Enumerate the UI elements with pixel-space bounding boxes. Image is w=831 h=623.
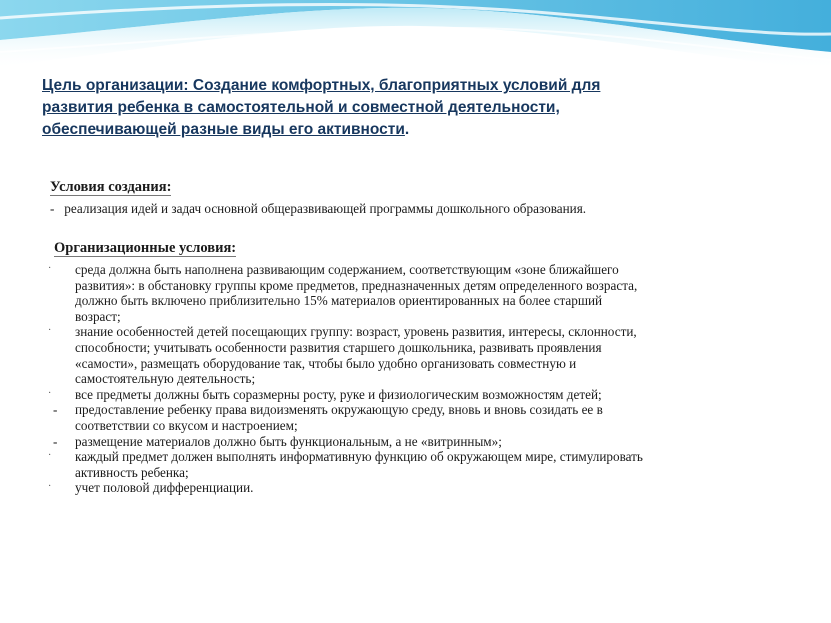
slide-title bbox=[42, 75, 762, 141]
list-item: - предоставление ребенку права видоизменять окружающую среду, вновь и вновь созидать ее в соответствии со вкусом и настроением; bbox=[53, 402, 603, 433]
list-item: · все предметы должны быть соразмерны росту, руке и физиологическим возможностям детей; bbox=[48, 386, 602, 402]
list-item: - размещение материалов должно быть функциональным, а не «витринным»; bbox=[53, 433, 502, 449]
org-conditions-list bbox=[42, 262, 782, 496]
dash-marker: - bbox=[53, 402, 58, 418]
title-line-1: Цель организации: Создание комфортных, благоприятных условий для bbox=[42, 77, 601, 94]
bullet-marker: · bbox=[48, 481, 52, 493]
bullet-marker: · bbox=[48, 387, 52, 399]
conditions-marker: - bbox=[50, 201, 55, 216]
header-wave-decoration bbox=[0, 0, 831, 80]
dash-marker: - bbox=[53, 433, 58, 449]
title-line-2: развития ребенка в самостоятельной и совместной деятельности, bbox=[42, 99, 560, 116]
list-item: · каждый предмет должен выполнять информативную функцию об окружающем мире, стимулировать активность ребенка; bbox=[48, 449, 643, 480]
title-end-punct: . bbox=[404, 121, 410, 138]
title-line-3: обеспечивающей разные виды его активности bbox=[42, 121, 405, 138]
bullet-marker: · bbox=[48, 325, 52, 337]
org-conditions-heading: Организационные условия: bbox=[54, 240, 237, 256]
list-item: · среда должна быть наполнена развивающим содержанием, соответствующим «зоне ближайшего развития»: в обстановку группы кроме предметов, предназначенных детям определенного возраста, должно быть включено приблизительно 15% материалов ориентированных на более старший возраст; bbox=[48, 262, 638, 324]
conditions-text: реализация идей и задач основной общеразвивающей программы дошкольного образования. bbox=[64, 201, 587, 216]
bullet-marker: · bbox=[48, 450, 52, 462]
list-item: · учет половой дифференциации. bbox=[48, 480, 254, 496]
conditions-text-line bbox=[50, 201, 586, 217]
list-item: · знание особенностей детей посещающих группу: возраст, уровень развития, интересы, склонности, способности; учитывать особенности развития старшего дошкольника, развивать проявления «самости», размещать оборудование так, чтобы было удобно организовать совместную и самостоятельную деятельность; bbox=[48, 324, 637, 387]
conditions-heading: Условия создания: bbox=[50, 179, 172, 195]
bullet-marker: · bbox=[48, 263, 52, 274]
